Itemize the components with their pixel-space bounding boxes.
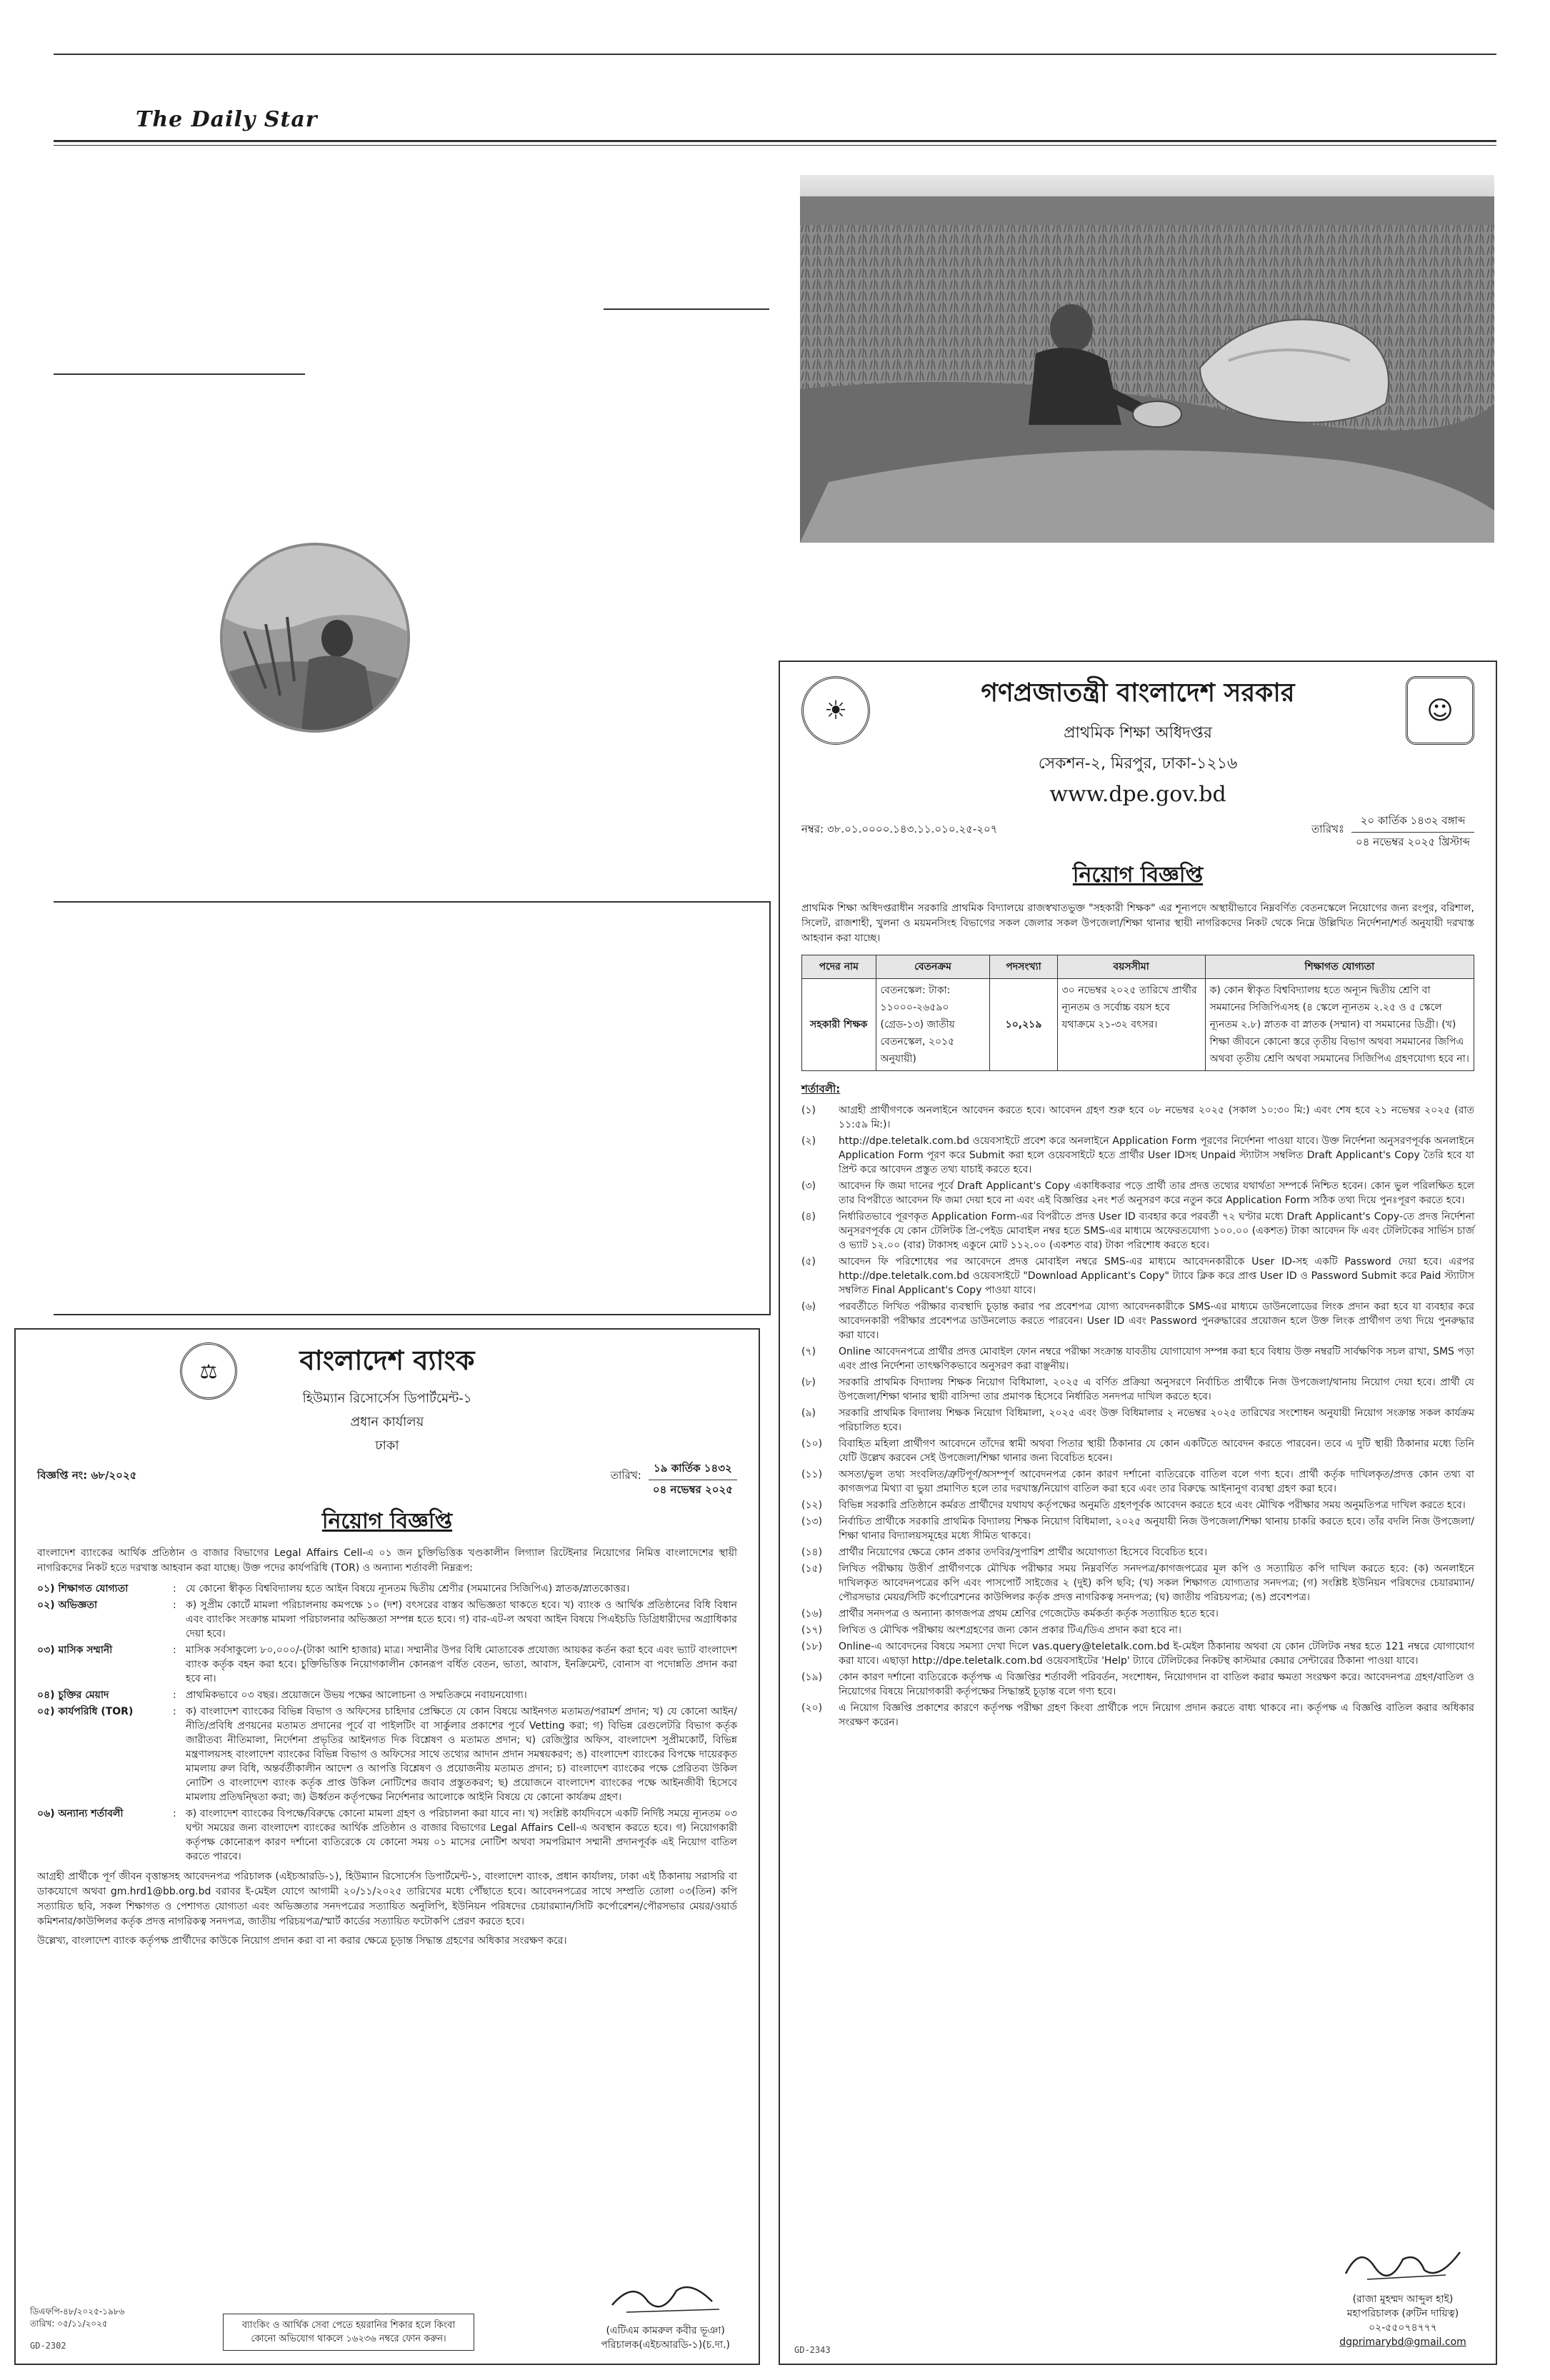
- bb-recruitment-ad: [14, 1328, 760, 2365]
- condition-item: [801, 1701, 1474, 1729]
- condition-text: প্রার্থীর সনদপত্র ও অন্যান্য কাগজপত্র প্রথম শ্রেণির গেজেটেড কর্মকর্তা কর্তৃক সত্যায়িত হতে হবে।: [839, 1608, 1219, 1620]
- date-english: ০৪ নভেম্বর ২০২৫: [652, 1483, 733, 1496]
- bb-logo-icon: ⚖: [180, 1342, 237, 1400]
- table-header: শিক্ষাগত যোগ্যতা: [1205, 955, 1474, 979]
- office-name: প্রধান কার্যালয়: [350, 1415, 424, 1430]
- condition-item: [801, 1640, 1474, 1668]
- condition-item: [801, 1437, 1474, 1465]
- condition-text: বিবাহিত মহিলা প্রার্থীগণ আবেদনে তাঁদের স্বামী অথবা পিতার স্থায়ী ঠিকানার যে কোন একটিতে আবেদন করতে পারবেন। তবে এ দুটি স্থায়ী ঠিকানার মধ্যে তিনি যেটি উল্লেখ করবেন সেই উপজেলা/শিক্ষা থানার জন্য বিবেচিত হবেন।: [839, 1438, 1474, 1464]
- signer-email[interactable]: dgprimarybd@gmail.com: [1339, 2336, 1466, 2348]
- masthead-rule: [54, 140, 1496, 142]
- terms-colon: :: [173, 1689, 176, 1701]
- condition-item: [801, 1300, 1474, 1342]
- ref-number: বিজ্ঞপ্তি নং: ৬৮/২০২৫: [37, 1469, 137, 1482]
- condition-item: [801, 1607, 1474, 1621]
- office-address: সেকশন-২, মিরপুর, ঢাকা-১২১৬: [1038, 755, 1238, 773]
- dfp-date: তারিখ: ০৫/১১/২০২৫: [30, 2319, 108, 2329]
- condition-number: (২০): [801, 1702, 823, 1714]
- condition-text: সরকারি প্রাথমিক বিদ্যালয় শিক্ষক নিয়োগ বিধিমালা, ২০২৫ এবং উক্ত বিধিমালার ২ নভেম্বর ২০২৫ তারিখের সংশোধন অনুযায়ী নিয়োগ সংক্রান্ত সকল কার্যক্রম পরিচালিত হবে।: [839, 1407, 1474, 1433]
- column-rule: [54, 901, 769, 903]
- signer-title: মহাপরিচালক (রুটিন দায়িত্ব): [1346, 2308, 1459, 2319]
- post-table: [801, 955, 1474, 1071]
- condition-item: [801, 1623, 1474, 1637]
- notice-title: নিয়োগ বিজ্ঞপ্তি: [1072, 863, 1204, 888]
- terms-key: ০৩) মাসিক সম্মানী: [37, 1645, 113, 1656]
- table-header: পদসংখ্যা: [990, 955, 1057, 979]
- condition-text: http://dpe.teletalk.com.bd ওয়েবসাইটে প্রবেশ করে অনলাইনে Application Form পূরণের নির্দেশনা পাওয়া যাবে। উক্ত নির্দেশনা অনুসরণপূর্বক অনলাইনে Application Form পূরণ করে Submit করা হলে ওয়েবসাইটে হতে প্রার্থীর User IDসহ Unpaid স্ট্যাটাস সম্বলিত Draft Applicant's Copy তৈরি হবে যা প্রিন্ট করে আবেদন প্রস্তুত তথ্য যাচাই করতে হবে।: [839, 1135, 1474, 1175]
- condition-number: (১৩): [801, 1516, 823, 1527]
- dept-name: হিউম্যান রিসোর্সেস ডিপার্টমেন্ট-১: [302, 1391, 472, 1406]
- condition-item: [801, 1134, 1474, 1177]
- condition-text: নির্ধারিতভাবে পূরণকৃত Application Form-এর বিপরীতে প্রদত্ত User ID ব্যবহার করে পরবর্তী ৭২ ঘণ্টার মধ্যে Draft Applicant's Copy-তে প্রদত্ত নির্দেশনা অনুসরণপূর্বক যে কোন টেলিটক প্রি-পেইড মোবাইল নম্বর হতে SMS-এর মাধ্যমে অফেরতযোগ্য ১০০.০০ (একশত) টাকা আবেদন ফি এবং টেলিটকের সার্ভিস চার্জ ও ভ্যাট ১২.০০ (বার) টাকাসহ একুনে মোট ১১২.০০ (একশত বার) টাকা পরিশোধ করতে হবে।: [839, 1211, 1474, 1251]
- table-header: বেতনক্রম: [876, 955, 990, 979]
- condition-number: (১০): [801, 1438, 823, 1450]
- terms-colon: :: [173, 1645, 176, 1656]
- column-rule: [54, 1314, 769, 1315]
- table-row: [802, 979, 1474, 1071]
- terms-item: [37, 1704, 737, 1804]
- condition-number: (৪): [801, 1211, 816, 1222]
- date-bangla: ২০ কার্তিক ১৪৩২ বঙ্গাব্দ: [1351, 811, 1474, 833]
- terms-key: ০৫) কার্যপরিধি (TOR): [37, 1706, 134, 1717]
- signature-icon: [605, 2276, 726, 2319]
- condition-item: [801, 1179, 1474, 1207]
- terms-value: ক) বাংলাদেশ ব্যাংকের বিপক্ষে/বিরুদ্ধে কোনো মামলা গ্রহণ ও পরিচালনা করা যাবে না। খ) সংশ্লিষ্ট কার্যদিবসে একটি নির্দিষ্ট সময়ে ন্যূনতম ০৩ ঘণ্টা সময়ের জন্য বাংলাদেশ ব্যাংকের আর্থিক প্রতিষ্ঠান ও বাজার বিভাগের Legal Affairs Cell-এ অবস্থান করতে হবে। গ) নিয়োগকারী কর্তৃপক্ষ কোনোরূপ কারণ দর্শানো ব্যতিরেকে যে কোনো সময় ০১ মাসের নোটিশ অথবা সমপরিমাণ সম্মানী প্রদানপূর্বক এই নিয়োগ বাতিল করতে পারবে।: [186, 1808, 737, 1862]
- condition-number: (১৪): [801, 1547, 823, 1558]
- condition-number: (১): [801, 1105, 816, 1116]
- portrait-photo: [220, 543, 410, 733]
- terms-item: [37, 1643, 737, 1686]
- signer-name: (এটিএম কামরুল কবীর ভূঞা): [606, 2325, 725, 2336]
- post-count: ১০,২১৯: [990, 979, 1057, 1071]
- condition-text: লিখিত পরীক্ষায় উত্তীর্ণ প্রার্থীগণকে মৌখিক পরীক্ষার সময় নিম্নবর্ণিত সনদপত্র/কাগজপত্রের মূল কপি ও সত্যায়িত কপি দাখিল করতে হবে: (ক) অনলাইনে দাখিলকৃত আবেদনপত্রের কপি এবং পাসপোর্ট সাইজের ২ (দুই) কপি ছবি; (খ) সকল শিক্ষাগত যোগ্যতার সনদপত্র; (গ) সংশ্লিষ্ট ইউনিয়ন পরিষদের চেয়ারম্যান/পৌরসভার মেয়র/সিটি কর্পোরেশনের কাউন্সিলর কর্তৃক প্রদত্ত নাগরিকত্ব সনদপত্র; (ঘ) জাতীয় পরিচয়পত্র; (ঙ) প্রবেশপত্র।: [839, 1563, 1474, 1603]
- age-limit: ৩০ নভেম্বর ২০২৫ তারিখে প্রার্থীর ন্যূনতম ও সর্বোচ্চ বয়স হবে যথাক্রমে ২১-৩২ বৎসর।: [1057, 979, 1205, 1071]
- notice-intro: বাংলাদেশ ব্যাংকের আর্থিক প্রতিষ্ঠান ও বাজার বিভাগের Legal Affairs Cell-এ ০১ জন চুক্তিভিত্তিক খণ্ডকালীন লিগ্যাল রিটেইনার নিয়োগের নিমিত্ত বাংলাদেশের স্থায়ী নাগরিকদের নিকট হতে দরখাস্ত আহবান করা যাচ্ছে। উক্ত পদের কার্যপরিধি (TOR) ও অন্যান্য শর্তাবলী নিম্নরূপ:: [37, 1547, 737, 1574]
- conditions-title: শর্তাবলী:: [801, 1083, 841, 1095]
- signer-title: পরিচালক(এইচআরডি-১)(চ.দা.): [601, 2339, 730, 2351]
- govt-name: গণপ্রজাতন্ত্রী বাংলাদেশ সরকার: [981, 678, 1295, 708]
- condition-item: [801, 1375, 1474, 1404]
- terms-item: [37, 1598, 737, 1641]
- dfp-block: [30, 2306, 124, 2352]
- condition-item: [801, 1210, 1474, 1252]
- condition-number: (৮): [801, 1377, 816, 1388]
- column-rule: [604, 308, 769, 310]
- top-rule: [54, 54, 1496, 55]
- terms-value: প্রাথমিকভাবে ০৩ বছর। প্রয়োজনে উভয় পক্ষের আলোচনা ও সম্মতিক্রমে নবায়নযোগ্য।: [186, 1689, 527, 1701]
- condition-number: (৭): [801, 1346, 816, 1357]
- condition-number: (১৮): [801, 1641, 823, 1652]
- post-name: সহকারী শিক্ষক: [802, 979, 876, 1071]
- table-header: বয়সসীমা: [1057, 955, 1205, 979]
- condition-number: (৫): [801, 1256, 816, 1267]
- date-label: তারিখ:: [610, 1469, 641, 1482]
- condition-item: [801, 1545, 1474, 1560]
- city-name: ঢাকা: [375, 1438, 399, 1453]
- condition-number: (৩): [801, 1180, 816, 1192]
- condition-text: Online আবেদনপত্রে প্রার্থীর প্রদত্ত মোবাইল ফোন নম্বরে পরীক্ষা সংক্রান্ত যাবতীয় যোগাযোগ সম্পন্ন করা হবে বিধায় উক্ত নম্বরটি সার্বক্ষণিক সচল রাখা, SMS পড়া এবং প্রাপ্ত নির্দেশনা তাৎক্ষণিকভাবে অনুসরণ করা বাঞ্ছনীয়।: [839, 1346, 1474, 1372]
- bank-name: বাংলাদেশ ব্যাংক: [299, 1345, 475, 1376]
- office-name: প্রাথমিক শিক্ষা অধিদপ্তর: [1064, 724, 1212, 742]
- condition-number: (১৫): [801, 1563, 823, 1575]
- terms-item: [37, 1688, 737, 1702]
- terms-colon: :: [173, 1706, 176, 1717]
- bb-signature-block: [601, 2276, 730, 2352]
- signer-phone: ০২-৫৫০৭৪৭৭৭: [1368, 2322, 1438, 2334]
- condition-item: [801, 1562, 1474, 1605]
- dpe-logo-icon: ☺: [1406, 676, 1474, 745]
- condition-text: সরকারি প্রাথমিক বিদ্যালয় শিক্ষক নিয়োগ বিধিমালা, ২০২৫ এ বর্ণিত প্রক্রিয়া অনুসরণে নির্বাচিত প্রার্থীকে নিজ উপজেলা/থানায় নিয়োগ দেয়া হবে। প্রার্থী যে উপজেলা/শিক্ষা থানার স্থায়ী বাসিন্দা তার প্রমাণক হিসেবে নির্ধারিত সনদপত্র দাখিল করতে হবে।: [839, 1377, 1474, 1402]
- field-photo: [800, 175, 1494, 543]
- govt-seal-icon: ☀: [801, 676, 870, 745]
- table-header: পদের নাম: [802, 955, 876, 979]
- condition-text: বিভিন্ন সরকারি প্রতিষ্ঠানে কর্মরত প্রার্থীদের যথাযথ কর্তৃপক্ষের অনুমতি গ্রহণপূর্বক আবেদন করতে হবে এবং মৌখিক পরীক্ষার সময় অনুমতিপত্র দাখিল করতে হবে।: [839, 1500, 1466, 1511]
- condition-text: নির্বাচিত প্রার্থীকে সরকারি প্রাথমিক বিদ্যালয় শিক্ষক নিয়োগ বিধিমালা, ২০২৫ অনুযায়ী নিজ উপজেলা/শিক্ষা থানায় চাকরি করতে হবে। তাঁর বদলি নিজ উপজেলা/শিক্ষা থানার বিদ্যালয়সমূহের মধ্যে সীমিত থাকবে।: [839, 1516, 1474, 1542]
- condition-item: [801, 1498, 1474, 1512]
- masthead-rule-thin: [54, 145, 1496, 146]
- date-label: তারিখঃ: [1311, 823, 1345, 835]
- terms-list: [37, 1582, 737, 1864]
- conditions-list: [801, 1103, 1474, 1729]
- condition-text: আবেদন ফি জমা দানের পূর্বে Draft Applicant's Copy একাধিকবার পড়ে প্রার্থী তার প্রদত্ত তথ্যের যথার্থতা সম্পর্কে নিশ্চিত হবেন। কোন ভুল পরিলক্ষিত হলে তার বিপরীতে আবেদন ফি জমা দেয়া হবে না এবং এই বিজ্ঞপ্তির ২নং শর্ত অনুসরণ করে নতুন করে Application Form সঠিক তথ্য দিয়ে পুনঃপূরণ করতে হবে।: [839, 1180, 1474, 1206]
- notice-intro: প্রাথমিক শিক্ষা অধিদপ্তরাধীন সরকারি প্রাথমিক বিদ্যালয়ে রাজস্বখাতভুক্ত "সহকারী শিক্ষক" এর শূন্যপদে অস্থায়ীভাবে নিম্নবর্ণিত বেতনস্কেলে নিয়োগের জন্য রংপুর, বরিশাল, সিলেট, রাজশাহী, খুলনা ও ময়মনসিংহ বিভাগের সকল জেলার সকল উপজেলা/শিক্ষা থানার স্থায়ী নাগরিকদের নিকট থেকে নিম্নে উল্লিখিত নির্দেশনা/শর্ত অনুযায়ী দরখাস্ত আহবান করা যাচ্ছে।: [801, 903, 1474, 944]
- terms-item: [37, 1807, 737, 1864]
- terms-key: ০৪) চুক্তির মেয়াদ: [37, 1689, 109, 1701]
- terms-item: [37, 1582, 737, 1596]
- notice-note: উল্লেখ্য, বাংলাদেশ ব্যাংক কর্তৃপক্ষ প্রার্থীদের কাউকে নিয়োগ প্রদান করা বা না করার ক্ষেত্রে চূড়ান্ত সিদ্ধান্ত গ্রহণের অধিকার সংরক্ষণ করে।: [37, 1935, 567, 1947]
- masthead: The Daily Star: [136, 107, 318, 132]
- terms-colon: :: [173, 1600, 176, 1611]
- helpline-text: ব্যাংকিং ও আর্থিক সেবা পেতে হয়রানির শিকার হলে কিংবা কোনো অভিযোগ থাকলে ১৬২৩৬ নম্বরে ফোন করুন।: [241, 2320, 456, 2344]
- condition-text: Online-এ আবেদনের বিষয়ে সমস্যা দেখা দিলে vas.query@teletalk.com.bd ই-মেইল ঠিকানায় অথবা যে কোন টেলিটক নম্বর হতে 121 নম্বরে যোগাযোগ করা যাবে। এছাড়া http://dpe.teletalk.com.bd ওয়েবসাইটের 'Help' ট্যাবে টেলিটকের নিকটস্থ কাস্টমার কেয়ার সেন্টারের ঠিকানা পাওয়া যাবে।: [839, 1641, 1474, 1667]
- condition-item: [801, 1670, 1474, 1699]
- dfp-number: ডিএফপি-৪৮/২০২৫-১৯৮৬: [30, 2306, 125, 2316]
- condition-number: (২): [801, 1135, 816, 1147]
- column-rule: [54, 373, 305, 375]
- condition-text: আগ্রহী প্রার্থীগণকে অনলাইনে আবেদন করতে হবে। আবেদন গ্রহণ শুরু হবে ০৮ নভেম্বর ২০২৫ (সকাল ১০:৩০ মি:) এবং শেষ হবে ২১ নভেম্বর ২০২৫ (রাত ১১:৫৯ মি:)।: [839, 1105, 1474, 1130]
- qualification: ক) কোন স্বীকৃত বিশ্ববিদ্যালয় হতে অন্যূন দ্বিতীয় শ্রেণি বা সমমানের সিজিপিএসহ (৪ স্কেলে ন্যূনতম ২.২৫ ও ৫ স্কেলে ন্যূনতম ২.৮) স্নাতক বা স্নাতক (সম্মান) বা সমমানের ডিগ্রী। (খ) শিক্ষা জীবনে কোনো স্তরে তৃতীয় বিভাগ অথবা সমমানের জিপিএ অথবা তৃতীয় শ্রেণি অথবা সমমানের সিজিপিএ গ্রহণযোগ্য হবে না।: [1205, 979, 1474, 1071]
- condition-number: (১২): [801, 1500, 823, 1511]
- pay-scale: বেতনস্কেল: টাকা: ১১০০০-২৬৫৯০ (গ্রেড-১৩) জাতীয় বেতনস্কেল, ২০১৫ অনুযায়ী): [876, 979, 990, 1071]
- condition-item: [801, 1345, 1474, 1373]
- signature-icon: [1339, 2238, 1467, 2288]
- terms-colon: :: [173, 1808, 176, 1819]
- notice-title: নিয়োগ বিজ্ঞপ্তি: [321, 1509, 453, 1534]
- apply-instructions: আগ্রহী প্রার্থীকে পূর্ণ জীবন বৃত্তান্তসহ আবেদনপত্র পরিচালক (এইচআরডি-১), হিউম্যান রিসোর্সেস ডিপার্টমেন্ট-১, বাংলাদেশ ব্যাংক, প্রধান কার্যালয়, ঢাকা এই ঠিকানায় সরাসরি বা ডাকযোগে অথবা gm.hrd1@bb.org.bd বরাবর ই-মেইল যোগে আগামী ২০/১১/২০২৫ তারিখের মধ্যে পৌঁছাতে হবে। আবেদনপত্রের সাথে সম্প্রতি তোলা ০৩(তিন) কপি সত্যায়িত ছবি, সকল শিক্ষাগত ও পেশাগত যোগ্যতা এবং অভিজ্ঞতার সনদপত্রের সত্যায়িত অনুলিপি, ইউনিয়ন পরিষদের চেয়ারম্যান/সিটি কর্পোরেশন/পৌরসভার মেয়র/ওয়ার্ড কমিশনার/কাউন্সিলর কর্তৃক প্রদত্ত নাগরিকত্ব সনদপত্র, জাতীয় পরিচয়পত্র/স্মার্ট কার্ডের সত্যায়িত ফটোকপি প্রেরণ করতে হবে।: [37, 1871, 737, 1927]
- date-english: ০৪ নভেম্বর ২০২৫ খ্রিস্টাব্দ: [1356, 835, 1470, 848]
- terms-key: ০৬) অন্যান্য শর্তাবলী: [37, 1808, 124, 1819]
- gd-number: GD-2343: [794, 2345, 831, 2355]
- terms-value: মাসিক সর্বসাকুল্যে ৮০,০০০/-(টাকা আশি হাজার) মাত্র। সম্মানীর উপর বিধি মোতাবেক প্রযোজ্য আয়কর কর্তন করা হবে এবং ভ্যাট বাংলাদেশ ব্যাংক কর্তৃক বহন করা হবে। চুক্তিভিত্তিক নিয়োগকালীন কোনরূপ বর্ধিত বেতন, ভাতা, আবাস, ইনক্রিমেন্ট, বোনাস বা পদোন্নতি প্রদান করা হবে না।: [186, 1645, 737, 1684]
- condition-text: আবেদন ফি পরিশোধের পর আবেদনে প্রদত্ত মোবাইল নম্বরে SMS-এর মাধ্যমে আবেদনকারীকে User ID-সহ একটি Password দেয়া হবে। এরপর http://dpe.teletalk.com.bd ওয়েবসাইটে "Download Applicant's Copy" ট্যাবে ক্লিক করে প্রাপ্ত User ID ও Password Submit করে Paid স্ট্যাটাস সম্বলিত Final Applicant's Copy পাওয়া যাবে।: [839, 1256, 1474, 1296]
- condition-number: (১১): [801, 1469, 823, 1480]
- terms-value: ক) বাংলাদেশ ব্যাংকের বিভিন্ন বিভাগ ও অফিসের চাহিদার প্রেক্ষিতে যে কোন বিষয়ে আইনগত মতামত/পরামর্শ প্রদান; খ) যে কোনো আইন/নীতি/প্রবিধি প্রণয়নের মতামত প্রদানের পূর্বে বা পাইলটিং বা সার্কুলার প্রকাশের পূর্বে Vetting করা; গ) বিভিন্ন রেগুলেটরি বিভাগ কর্তৃক জারীতব্য নীতিমালা, নির্দেশনা প্রভৃতির আইনগত দিক বিশ্লেষণ ও মতামত প্রদান; ঘ) রেজিস্ট্রার অফিস, বাংলাদেশ সুপ্রীমকোর্ট, বিভিন্ন মন্ত্রণালয়সহ বাংলাদেশ ব্যাংকের বিভিন্ন বিভাগ ও অফিসের সাথে তথ্যের আদান প্রদান সমন্বয়করণ; ঙ) বাংলাদেশ ব্যাংকের বিপক্ষে দায়েরকৃত মামলায় রুল বিধি, অন্তর্বর্তীকালীন আদেশ ও আপত্তি বিশ্লেষণ ও প্রয়োজনীয় মতামত প্রদান; চ) বাংলাদেশ ব্যাংকের পক্ষে প্রেরিতব্য উকিল নোটিশ ও বাংলাদেশ ব্যাংক কর্তৃক প্রাপ্ত উকিল নোটিশের জবাব প্রস্তুতকরণ; ছ) প্রয়োজনে বাংলাদেশ ব্যাংকের পক্ষে আইনজীবী হিসেবে মামলায় প্রতিদ্বন্দ্বিতা করা; জ) ঊর্ধ্বতন কর্তৃপক্ষের নির্দেশনার আলোকে আইনি বিষয়ে যে কোনো কার্যক্রম গ্রহণ।: [186, 1706, 737, 1803]
- condition-number: (১৯): [801, 1672, 823, 1683]
- column-divider: [769, 901, 771, 1315]
- helpline-box: [223, 2314, 474, 2351]
- date-bangla: ১৯ কার্তিক ১৪৩২: [649, 1459, 737, 1480]
- terms-key: ০১) শিক্ষাগত যোগ্যতা: [37, 1583, 129, 1595]
- condition-item: [801, 1255, 1474, 1297]
- website-link[interactable]: www.dpe.gov.bd: [1049, 782, 1226, 807]
- memo-number: নম্বর: ৩৮.০১.০০০০.১৪৩.১১.০১০.২৫-২০৭: [801, 823, 998, 835]
- condition-item: [801, 1515, 1474, 1543]
- condition-number: (১৬): [801, 1608, 823, 1620]
- condition-item: [801, 1467, 1474, 1496]
- condition-number: (৬): [801, 1301, 816, 1312]
- terms-key: ০২) অভিজ্ঞতা: [37, 1600, 98, 1611]
- condition-text: লিখিত ও মৌখিক পরীক্ষায় অংশগ্রহণের জন্য কোন প্রকার টিএ/ডিএ প্রদান করা হবে না।: [839, 1625, 1181, 1636]
- condition-number: (৯): [801, 1407, 816, 1419]
- condition-item: [801, 1103, 1474, 1132]
- condition-text: পরবর্তীতে লিখিত পরীক্ষার ব্যবস্থাদি চূড়ান্ত করার পর প্রবেশপত্র যোগ্য আবেদনকারীকে SMS-এর মাধ্যমে ডাউনলোডের লিংক প্রদান করা হবে যা ব্যবহার করে আবেদনকারী পরীক্ষার প্রবেশপত্র ডাউনলোড করতে পারবেন। User ID এবং Password পুনরুদ্ধারের প্রয়োজন হলে উক্ত লিংক প্রার্থীগণ তথ্য দিয়ে পুনরুদ্ধার করা যাবে।: [839, 1301, 1474, 1341]
- terms-value: ক) সুপ্রীম কোর্টে মামলা পরিচালনায় কমপক্ষে ১০ (দশ) বৎসরের বাস্তব অভিজ্ঞতা থাকতে হবে। খ) ব্যাংক ও আর্থিক প্রতিষ্ঠানের বিধি বিধান এবং ব্যাংকিং সংক্রান্ত মামলা পরিচালনার অভিজ্ঞতা সম্পন্ন হতে হবে। গ) বার-এট-ল অথবা আইন বিষয়ে পিএইচডি ডিগ্রিধারীদের অগ্রাধিকার দেয়া হবে।: [186, 1600, 737, 1640]
- condition-text: প্রার্থীর নিয়োগের ক্ষেত্রে কোন প্রকার তদবির/সুপারিশ প্রার্থীর অযোগ্যতা হিসেবে বিবেচিত হবে।: [839, 1547, 1207, 1558]
- terms-value: যে কোনো স্বীকৃত বিশ্ববিদ্যালয় হতে আইন বিষয়ে ন্যূনতম দ্বিতীয় শ্রেণীর (সমমানের সিজিপিএ) স্নাতক/স্নাতকোত্তর।: [186, 1583, 630, 1595]
- dpe-recruitment-ad: [779, 661, 1497, 2365]
- condition-text: এ নিয়োগ বিজ্ঞপ্তি প্রকাশের কারণে কর্তৃপক্ষ পরীক্ষা গ্রহণ কিংবা প্রার্থীকে পদে নিয়োগ প্রদান করতে বাধ্য থাকবে না। কর্তৃপক্ষ এ বিজ্ঞপ্তি বাতিল করার অধিকার সংরক্ষণ করেন।: [839, 1702, 1474, 1728]
- condition-text: কোন কারণ দর্শানো ব্যতিরেকে কর্তৃপক্ষ এ বিজ্ঞপ্তির শর্তাবলী পরিবর্তন, সংশোধন, নিয়োগদান বা বাতিল করার ক্ষমতা সংরক্ষণ করে। আবেদনপত্র গ্রহণ/বাতিল ও নিয়োগের বিষয়ে নিয়োগকারী কর্তৃপক্ষের সিদ্ধান্তই চূড়ান্ত বলে গণ্য হবে।: [839, 1672, 1474, 1697]
- dpe-signature-block: [1339, 2238, 1467, 2349]
- condition-number: (১৭): [801, 1625, 823, 1636]
- signer-name: (রাজা মুহম্মদ আব্দুল হাই): [1352, 2294, 1454, 2305]
- condition-item: [801, 1406, 1474, 1435]
- terms-colon: :: [173, 1583, 176, 1595]
- condition-text: অসত্য/ভুল তথ্য সংবলিত/ত্রুটিপূর্ণ/অসম্পূর্ণ আবেদনপত্র কোন কারণ দর্শানো ব্যতিরেকে বাতিল বলে গণ্য হবে। প্রার্থী কর্তৃক দাখিলকৃত/প্রদত্ত কোন তথ্য বা কাগজপত্র মিথ্যা বা ভুয়া প্রমাণিত হলে তার দরখাস্ত/নিয়োগ বাতিল করা হবে এবং তার বিরুদ্ধে আইনানুগ ব্যবস্থা গ্রহণ করা হবে।: [839, 1469, 1474, 1495]
- gd-number: GD-2302: [30, 2341, 66, 2351]
